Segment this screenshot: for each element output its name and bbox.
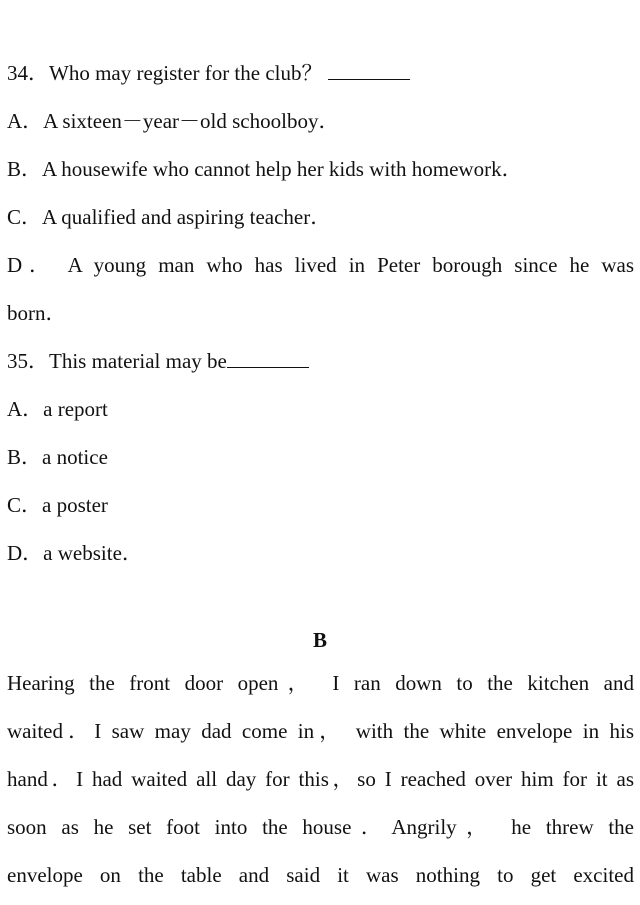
passage-line: envelope on the table and said it was nothing to get excited bbox=[7, 863, 634, 887]
q34-option-d-continued: born． bbox=[7, 301, 67, 325]
passage-line: hand．I had waited all day for this，so I reached over him for it as bbox=[7, 767, 634, 791]
q34-option-c: C．A qualified and aspiring teacher． bbox=[7, 205, 332, 229]
q35-option-a: A．a report bbox=[7, 397, 108, 421]
passage-line: waited．I saw may dad come in， with the white envelope in his bbox=[7, 719, 634, 743]
section-b-heading: B bbox=[312, 628, 327, 652]
question-34-stem bbox=[7, 59, 410, 87]
question-34-text: 34．Who may register for the club？ bbox=[7, 61, 323, 85]
q35-option-b: B．a notice bbox=[7, 445, 108, 469]
q34-option-d: D． A young man who has lived in Peter borough since he was bbox=[7, 253, 634, 277]
answer-blank-35 bbox=[227, 349, 309, 368]
answer-blank-34 bbox=[328, 61, 410, 80]
question-35-text: 35．This material may be bbox=[7, 349, 227, 373]
q35-option-d: D．a website． bbox=[7, 541, 143, 565]
passage-line: soon as he set foot into the house．Angrily， he threw the bbox=[7, 815, 634, 839]
q35-option-c: C．a poster bbox=[7, 493, 108, 517]
q34-option-a: A．A sixteen－year－old schoolboy． bbox=[7, 109, 340, 133]
question-35-stem bbox=[7, 347, 309, 375]
q34-option-b: B．A housewife who cannot help her kids with homework． bbox=[7, 157, 523, 181]
passage-line: Hearing the front door open， I ran down to the kitchen and bbox=[7, 671, 634, 695]
